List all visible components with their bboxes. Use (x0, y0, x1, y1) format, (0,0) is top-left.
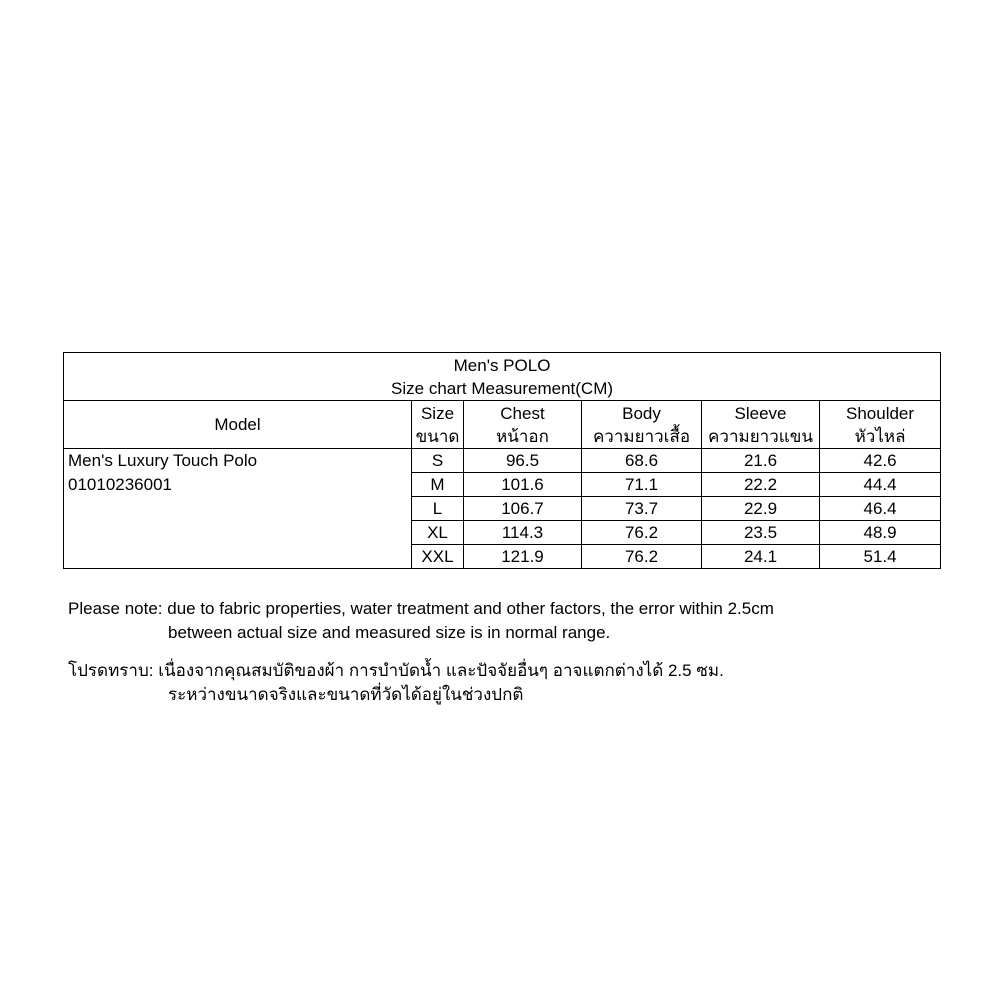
header-size-label: Size (420, 403, 455, 423)
note-english-line1: Please note: due to fabric properties, water treatment and other factors, the error within 2.5cm (68, 599, 774, 618)
header-sleeve-label: Sleeve (734, 403, 787, 423)
body-cell: 76.2 (582, 545, 702, 569)
size-chart-table (63, 352, 941, 569)
model-cell (64, 449, 412, 569)
chest-cell: 101.6 (464, 473, 582, 497)
body-cell: 71.1 (582, 473, 702, 497)
header-chest-label-th: หน้าอก (496, 426, 549, 446)
body-cell: 73.7 (582, 497, 702, 521)
header-body (582, 401, 702, 449)
sleeve-cell: 24.1 (702, 545, 820, 569)
size-cell: S (412, 449, 464, 473)
header-body-label-th: ความยาวเสื้อ (592, 426, 691, 446)
note-thai-line1: โปรดทราบ: เนื่องจากคุณสมบัติของผ้า การบำบัดน้ำ และปัจจัยอื่นๆ อาจแตกต่างได้ 2.5 ซม. (68, 661, 724, 680)
size-cell: XXL (412, 545, 464, 569)
model-name: Men's Luxury Touch Polo (68, 451, 258, 470)
note-english (68, 597, 774, 645)
shoulder-cell: 46.4 (820, 497, 941, 521)
shoulder-cell: 42.6 (820, 449, 941, 473)
sleeve-cell: 22.9 (702, 497, 820, 521)
size-cell: XL (412, 521, 464, 545)
body-cell: 76.2 (582, 521, 702, 545)
size-cell: L (412, 497, 464, 521)
shoulder-cell: 48.9 (820, 521, 941, 545)
model-code: 01010236001 (68, 475, 173, 494)
chest-cell: 121.9 (464, 545, 582, 569)
header-chest-label: Chest (500, 403, 545, 423)
header-chest (464, 401, 582, 449)
chest-cell: 96.5 (464, 449, 582, 473)
table-title-line1: Men's POLO (453, 355, 551, 375)
sleeve-cell: 22.2 (702, 473, 820, 497)
chest-cell: 106.7 (464, 497, 582, 521)
note-english-line2: between actual size and measured size is in normal range. (168, 623, 611, 642)
header-model (64, 401, 412, 449)
header-sleeve-label-th: ความยาวแขน (708, 426, 813, 446)
body-cell: 68.6 (582, 449, 702, 473)
header-sleeve (702, 401, 820, 449)
chest-cell: 114.3 (464, 521, 582, 545)
sleeve-cell: 21.6 (702, 449, 820, 473)
header-size (412, 401, 464, 449)
sleeve-cell: 23.5 (702, 521, 820, 545)
note-thai (68, 659, 724, 707)
header-shoulder-label: Shoulder (846, 403, 915, 423)
shoulder-cell: 44.4 (820, 473, 941, 497)
table-title (64, 353, 941, 401)
header-shoulder-label-th: หัวไหล่ (854, 426, 906, 446)
header-body-label: Body (622, 403, 661, 423)
shoulder-cell: 51.4 (820, 545, 941, 569)
table-row (64, 449, 941, 473)
table-title-line2: Size chart Measurement(CM) (391, 378, 614, 398)
header-shoulder (820, 401, 941, 449)
note-thai-line2: ระหว่างขนาดจริงและขนาดที่วัดได้อยู่ในช่วงปกติ (168, 685, 524, 704)
size-cell: M (412, 473, 464, 497)
header-model-label: Model (214, 415, 261, 434)
header-size-label-th: ขนาด (415, 426, 460, 446)
